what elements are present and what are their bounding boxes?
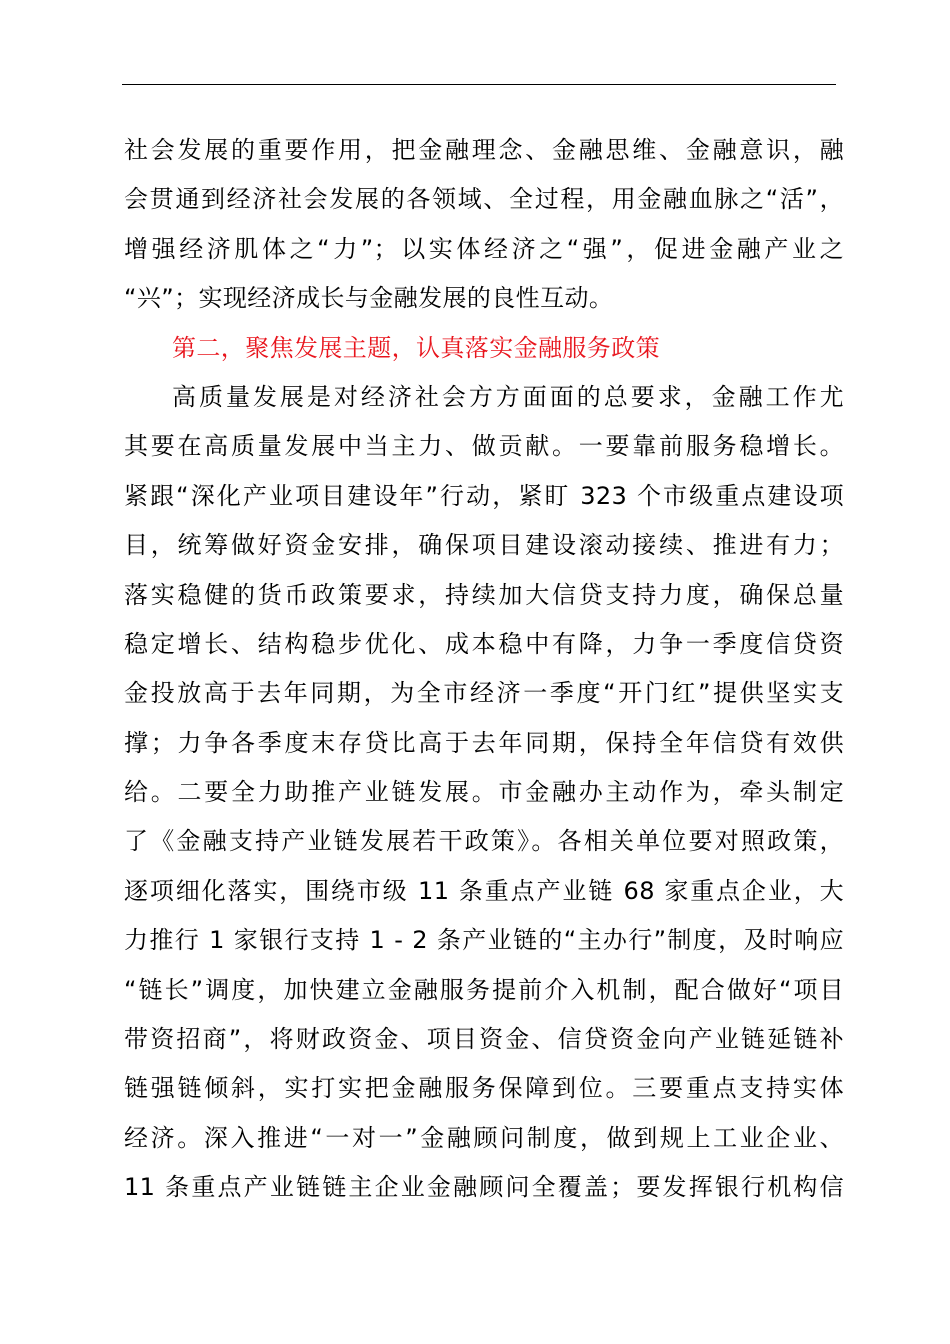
paragraph-1-line: 社会发展的重要作用，把金融理念、金融思维、金融意识，融 [124, 136, 844, 164]
paragraph-2-line: 紧跟“深化产业项目建设年”行动，紧盯 323 个市级重点建设项 [124, 481, 844, 510]
paragraph-2-line: 目，统筹做好资金安排，确保项目建设滚动接续、推进有力； [124, 531, 844, 560]
paragraph-1-last-line: “兴”；实现经济成长与金融发展的良性互动。 [124, 284, 614, 313]
header-rule [122, 84, 836, 85]
paragraph-2-line: 经济。深入推进“一对一”金融顾问制度，做到规上工业企业、 [124, 1123, 844, 1152]
paragraph-1-line: 会贯通到经济社会发展的各领域、全过程，用金融血脉之“活”， [124, 185, 844, 214]
paragraph-2-line: 力推行 1 家银行支持 1 - 2 条产业链的“主办行”制度，及时响应 [124, 926, 844, 955]
paragraph-2-line: 金投放高于去年同期，为全市经济一季度“开门红”提供坚实支 [124, 679, 844, 708]
paragraph-2-line: 稳定增长、结构稳步优化、成本稳中有降，力争一季度信贷资 [124, 629, 844, 658]
paragraph-2-line: 了《金融支持产业链发展若干政策》。各相关单位要对照政策， [124, 827, 844, 856]
paragraph-2-first-line: 高质量发展是对经济社会方方面面的总要求，金融工作尤 [172, 382, 844, 411]
paragraph-2-line: “链长”调度，加快建立金融服务提前介入机制，配合做好“项目 [124, 975, 844, 1004]
paragraph-2-line: 11 条重点产业链链主企业金融顾问全覆盖；要发挥银行机构信 [124, 1173, 844, 1202]
paragraph-2-line: 撑；力争各季度末存贷比高于去年同期，保持全年信贷有效供 [124, 728, 844, 757]
paragraph-2-line: 落实稳健的货币政策要求，持续加大信贷支持力度，确保总量 [124, 580, 844, 609]
paragraph-2-line: 带资招商”，将财政资金、项目资金、信贷资金向产业链延链补 [124, 1025, 844, 1054]
paragraph-2-line: 逐项细化落实，围绕市级 11 条重点产业链 68 家重点企业，大 [124, 876, 844, 905]
section-heading: 第二，聚焦发展主题，认真落实金融服务政策 [172, 333, 660, 362]
document-body [124, 126, 844, 1213]
paragraph-1-line: 增强经济肌体之“力”；以实体经济之“强”，促进金融产业之 [124, 234, 844, 263]
paragraph-2-line: 给。二要全力助推产业链发展。市金融办主动作为，牵头制定 [124, 778, 844, 807]
paragraph-2-line: 链强链倾斜，实打实把金融服务保障到位。三要重点支持实体 [124, 1074, 844, 1103]
paragraph-2-line: 其要在高质量发展中当主力、做贡献。一要靠前服务稳增长。 [124, 432, 844, 461]
